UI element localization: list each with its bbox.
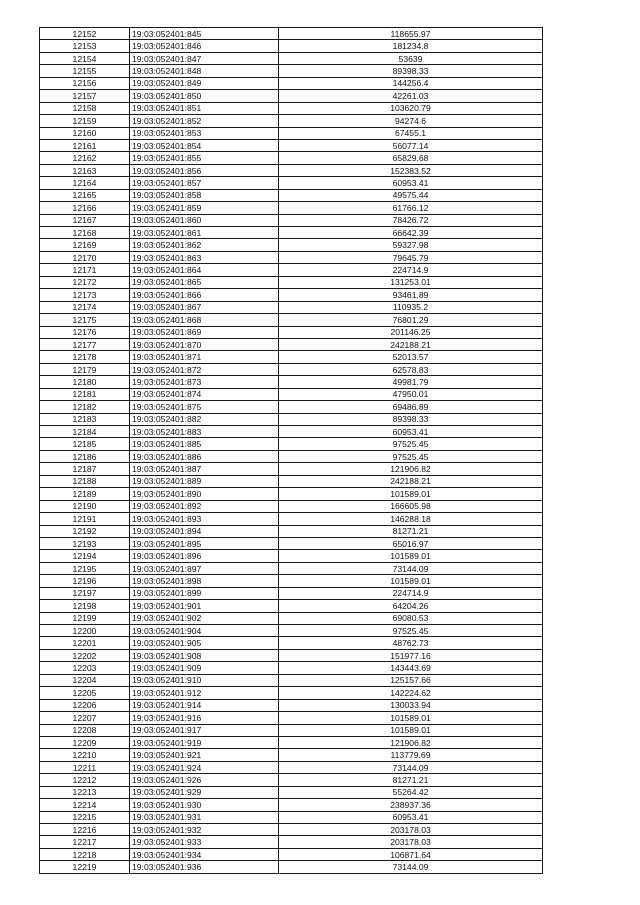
value-cell: 76801.29	[279, 314, 543, 326]
timestamp-cell: 19:03:052401:847	[130, 52, 279, 64]
table-row	[40, 239, 543, 251]
value-cell: 203178.03	[279, 824, 543, 836]
value-cell: 151977.16	[279, 649, 543, 661]
table-row	[40, 562, 543, 574]
timestamp-cell: 19:03:052401:859	[130, 202, 279, 214]
value-cell: 48762.73	[279, 637, 543, 649]
value-cell: 62578.83	[279, 363, 543, 375]
timestamp-cell: 19:03:052401:857	[130, 177, 279, 189]
timestamp-cell: 19:03:052401:889	[130, 475, 279, 487]
timestamp-cell: 19:03:052401:861	[130, 227, 279, 239]
value-cell: 97525.45	[279, 625, 543, 637]
timestamp-cell: 19:03:052401:930	[130, 799, 279, 811]
row-id-cell: 12198	[40, 600, 130, 612]
table-row	[40, 575, 543, 587]
timestamp-cell: 19:03:052401:912	[130, 687, 279, 699]
row-id-cell: 12219	[40, 861, 130, 873]
value-cell: 152383.52	[279, 164, 543, 176]
row-id-cell: 12185	[40, 438, 130, 450]
table-row	[40, 463, 543, 475]
row-id-cell: 12187	[40, 463, 130, 475]
table-row	[40, 164, 543, 176]
timestamp-cell: 19:03:052401:897	[130, 562, 279, 574]
row-id-cell: 12215	[40, 811, 130, 823]
table-row	[40, 662, 543, 674]
table-row	[40, 189, 543, 201]
value-cell: 146288.18	[279, 513, 543, 525]
timestamp-cell: 19:03:052401:871	[130, 351, 279, 363]
timestamp-cell: 19:03:052401:853	[130, 127, 279, 139]
value-cell: 181234.8	[279, 40, 543, 52]
table-row	[40, 736, 543, 748]
row-id-cell: 12158	[40, 102, 130, 114]
table-row	[40, 761, 543, 773]
table-row	[40, 139, 543, 151]
row-id-cell: 12164	[40, 177, 130, 189]
timestamp-cell: 19:03:052401:863	[130, 251, 279, 263]
timestamp-cell: 19:03:052401:886	[130, 450, 279, 462]
value-cell: 224714.9	[279, 264, 543, 276]
timestamp-cell: 19:03:052401:845	[130, 28, 279, 40]
row-id-cell: 12180	[40, 376, 130, 388]
row-id-cell: 12188	[40, 475, 130, 487]
row-id-cell: 12191	[40, 513, 130, 525]
row-id-cell: 12192	[40, 525, 130, 537]
value-cell: 125157.66	[279, 674, 543, 686]
value-cell: 101589.01	[279, 550, 543, 562]
timestamp-cell: 19:03:052401:914	[130, 699, 279, 711]
table-row	[40, 77, 543, 89]
value-cell: 60953.41	[279, 426, 543, 438]
table-row	[40, 699, 543, 711]
value-cell: 53639	[279, 52, 543, 64]
table-row	[40, 674, 543, 686]
row-id-cell: 12181	[40, 388, 130, 400]
row-id-cell: 12177	[40, 338, 130, 350]
table-row	[40, 40, 543, 52]
timestamp-cell: 19:03:052401:901	[130, 600, 279, 612]
value-cell: 238937.36	[279, 799, 543, 811]
timestamp-cell: 19:03:052401:870	[130, 338, 279, 350]
row-id-cell: 12178	[40, 351, 130, 363]
timestamp-cell: 19:03:052401:924	[130, 761, 279, 773]
timestamp-cell: 19:03:052401:860	[130, 214, 279, 226]
row-id-cell: 12171	[40, 264, 130, 276]
timestamp-cell: 19:03:052401:883	[130, 426, 279, 438]
timestamp-cell: 19:03:052401:862	[130, 239, 279, 251]
timestamp-cell: 19:03:052401:848	[130, 65, 279, 77]
table-row	[40, 177, 543, 189]
table-row	[40, 214, 543, 226]
value-cell: 242188.21	[279, 475, 543, 487]
value-cell: 52013.57	[279, 351, 543, 363]
table-row	[40, 28, 543, 40]
timestamp-cell: 19:03:052401:874	[130, 388, 279, 400]
row-id-cell: 12175	[40, 314, 130, 326]
table-row	[40, 376, 543, 388]
value-cell: 101589.01	[279, 724, 543, 736]
value-cell: 166605.98	[279, 500, 543, 512]
timestamp-cell: 19:03:052401:919	[130, 736, 279, 748]
row-id-cell: 12169	[40, 239, 130, 251]
row-id-cell: 12183	[40, 413, 130, 425]
timestamp-cell: 19:03:052401:931	[130, 811, 279, 823]
table-row	[40, 251, 543, 263]
value-cell: 73144.09	[279, 562, 543, 574]
timestamp-cell: 19:03:052401:858	[130, 189, 279, 201]
table-row	[40, 811, 543, 823]
value-cell: 81271.21	[279, 774, 543, 786]
table-row	[40, 314, 543, 326]
row-id-cell: 12194	[40, 550, 130, 562]
value-cell: 110935.2	[279, 301, 543, 313]
timestamp-cell: 19:03:052401:890	[130, 488, 279, 500]
timestamp-cell: 19:03:052401:933	[130, 836, 279, 848]
timestamp-cell: 19:03:052401:932	[130, 824, 279, 836]
value-cell: 224714.9	[279, 587, 543, 599]
row-id-cell: 12211	[40, 761, 130, 773]
value-cell: 67455.1	[279, 127, 543, 139]
row-id-cell: 12196	[40, 575, 130, 587]
value-cell: 49575.44	[279, 189, 543, 201]
table-row	[40, 724, 543, 736]
document-page	[39, 27, 543, 874]
value-cell: 66642.39	[279, 227, 543, 239]
table-row	[40, 612, 543, 624]
timestamp-cell: 19:03:052401:908	[130, 649, 279, 661]
table-row	[40, 289, 543, 301]
table-row	[40, 227, 543, 239]
row-id-cell: 12162	[40, 152, 130, 164]
value-cell: 97525.45	[279, 450, 543, 462]
timestamp-cell: 19:03:052401:852	[130, 115, 279, 127]
table-row	[40, 264, 543, 276]
table-row	[40, 115, 543, 127]
row-id-cell: 12166	[40, 202, 130, 214]
table-row	[40, 749, 543, 761]
table-row	[40, 687, 543, 699]
row-id-cell: 12174	[40, 301, 130, 313]
row-id-cell: 12202	[40, 649, 130, 661]
table-row	[40, 152, 543, 164]
timestamp-cell: 19:03:052401:899	[130, 587, 279, 599]
timestamp-cell: 19:03:052401:873	[130, 376, 279, 388]
table-row	[40, 488, 543, 500]
table-row	[40, 475, 543, 487]
row-id-cell: 12189	[40, 488, 130, 500]
value-cell: 131253.01	[279, 276, 543, 288]
value-cell: 60953.41	[279, 811, 543, 823]
value-cell: 49981.79	[279, 376, 543, 388]
row-id-cell: 12210	[40, 749, 130, 761]
table-row	[40, 550, 543, 562]
value-cell: 60953.41	[279, 177, 543, 189]
row-id-cell: 12182	[40, 401, 130, 413]
timestamp-cell: 19:03:052401:887	[130, 463, 279, 475]
timestamp-cell: 19:03:052401:855	[130, 152, 279, 164]
table-row	[40, 774, 543, 786]
row-id-cell: 12212	[40, 774, 130, 786]
table-row	[40, 338, 543, 350]
value-cell: 73144.09	[279, 761, 543, 773]
row-id-cell: 12206	[40, 699, 130, 711]
timestamp-cell: 19:03:052401:893	[130, 513, 279, 525]
row-id-cell: 12167	[40, 214, 130, 226]
timestamp-cell: 19:03:052401:892	[130, 500, 279, 512]
timestamp-cell: 19:03:052401:916	[130, 712, 279, 724]
row-id-cell: 12168	[40, 227, 130, 239]
timestamp-cell: 19:03:052401:909	[130, 662, 279, 674]
timestamp-cell: 19:03:052401:864	[130, 264, 279, 276]
table-row	[40, 363, 543, 375]
table-row	[40, 326, 543, 338]
value-cell: 78426.72	[279, 214, 543, 226]
row-id-cell: 12172	[40, 276, 130, 288]
timestamp-cell: 19:03:052401:866	[130, 289, 279, 301]
table-row	[40, 276, 543, 288]
timestamp-cell: 19:03:052401:854	[130, 139, 279, 151]
row-id-cell: 12170	[40, 251, 130, 263]
value-cell: 65016.97	[279, 537, 543, 549]
timestamp-cell: 19:03:052401:872	[130, 363, 279, 375]
timestamp-cell: 19:03:052401:894	[130, 525, 279, 537]
table-row	[40, 799, 543, 811]
value-cell: 203178.03	[279, 836, 543, 848]
value-cell: 89398.33	[279, 413, 543, 425]
table-row	[40, 401, 543, 413]
value-cell: 89398.33	[279, 65, 543, 77]
table-row	[40, 824, 543, 836]
table-row	[40, 450, 543, 462]
value-cell: 65829.68	[279, 152, 543, 164]
timestamp-cell: 19:03:052401:895	[130, 537, 279, 549]
value-cell: 121906.82	[279, 736, 543, 748]
value-cell: 64204.26	[279, 600, 543, 612]
row-id-cell: 12173	[40, 289, 130, 301]
row-id-cell: 12163	[40, 164, 130, 176]
timestamp-cell: 19:03:052401:904	[130, 625, 279, 637]
timestamp-cell: 19:03:052401:851	[130, 102, 279, 114]
table-row	[40, 836, 543, 848]
value-cell: 93461.89	[279, 289, 543, 301]
row-id-cell: 12184	[40, 426, 130, 438]
value-cell: 94274.6	[279, 115, 543, 127]
row-id-cell: 12208	[40, 724, 130, 736]
row-id-cell: 12161	[40, 139, 130, 151]
row-id-cell: 12153	[40, 40, 130, 52]
row-id-cell: 12195	[40, 562, 130, 574]
table-row	[40, 712, 543, 724]
timestamp-cell: 19:03:052401:856	[130, 164, 279, 176]
value-cell: 81271.21	[279, 525, 543, 537]
value-cell: 55264.42	[279, 786, 543, 798]
row-id-cell: 12213	[40, 786, 130, 798]
value-cell: 56077.14	[279, 139, 543, 151]
row-id-cell: 12160	[40, 127, 130, 139]
table-row	[40, 438, 543, 450]
timestamp-cell: 19:03:052401:885	[130, 438, 279, 450]
value-cell: 61766.12	[279, 202, 543, 214]
row-id-cell: 12152	[40, 28, 130, 40]
table-row	[40, 500, 543, 512]
value-cell: 97525.45	[279, 438, 543, 450]
timestamp-cell: 19:03:052401:875	[130, 401, 279, 413]
row-id-cell: 12209	[40, 736, 130, 748]
row-id-cell: 12203	[40, 662, 130, 674]
value-cell: 113779.69	[279, 749, 543, 761]
value-cell: 101589.01	[279, 488, 543, 500]
value-cell: 42261.03	[279, 90, 543, 102]
table-row	[40, 388, 543, 400]
row-id-cell: 12154	[40, 52, 130, 64]
table-row	[40, 102, 543, 114]
timestamp-cell: 19:03:052401:917	[130, 724, 279, 736]
row-id-cell: 12200	[40, 625, 130, 637]
row-id-cell: 12214	[40, 799, 130, 811]
value-cell: 73144.09	[279, 861, 543, 873]
timestamp-cell: 19:03:052401:869	[130, 326, 279, 338]
data-table	[39, 27, 543, 874]
row-id-cell: 12193	[40, 537, 130, 549]
table-row	[40, 786, 543, 798]
table-row	[40, 413, 543, 425]
table-row	[40, 65, 543, 77]
value-cell: 79645.79	[279, 251, 543, 263]
table-row	[40, 848, 543, 860]
timestamp-cell: 19:03:052401:929	[130, 786, 279, 798]
value-cell: 121906.82	[279, 463, 543, 475]
timestamp-cell: 19:03:052401:926	[130, 774, 279, 786]
table-row	[40, 301, 543, 313]
row-id-cell: 12207	[40, 712, 130, 724]
table-row	[40, 649, 543, 661]
timestamp-cell: 19:03:052401:934	[130, 848, 279, 860]
timestamp-cell: 19:03:052401:896	[130, 550, 279, 562]
table-row	[40, 600, 543, 612]
row-id-cell: 12157	[40, 90, 130, 102]
value-cell: 118655.97	[279, 28, 543, 40]
table-row	[40, 537, 543, 549]
value-cell: 47950.01	[279, 388, 543, 400]
timestamp-cell: 19:03:052401:850	[130, 90, 279, 102]
row-id-cell: 12216	[40, 824, 130, 836]
timestamp-cell: 19:03:052401:905	[130, 637, 279, 649]
row-id-cell: 12176	[40, 326, 130, 338]
value-cell: 103620.79	[279, 102, 543, 114]
row-id-cell: 12190	[40, 500, 130, 512]
row-id-cell: 12186	[40, 450, 130, 462]
table-row	[40, 637, 543, 649]
timestamp-cell: 19:03:052401:936	[130, 861, 279, 873]
table-row	[40, 90, 543, 102]
row-id-cell: 12156	[40, 77, 130, 89]
value-cell: 143443.69	[279, 662, 543, 674]
timestamp-cell: 19:03:052401:849	[130, 77, 279, 89]
value-cell: 59327.98	[279, 239, 543, 251]
timestamp-cell: 19:03:052401:867	[130, 301, 279, 313]
row-id-cell: 12155	[40, 65, 130, 77]
row-id-cell: 12205	[40, 687, 130, 699]
row-id-cell: 12165	[40, 189, 130, 201]
value-cell: 101589.01	[279, 575, 543, 587]
timestamp-cell: 19:03:052401:902	[130, 612, 279, 624]
table-row	[40, 127, 543, 139]
row-id-cell: 12179	[40, 363, 130, 375]
table-row	[40, 587, 543, 599]
row-id-cell: 12201	[40, 637, 130, 649]
value-cell: 101589.01	[279, 712, 543, 724]
table-row	[40, 513, 543, 525]
value-cell: 144256.4	[279, 77, 543, 89]
row-id-cell: 12204	[40, 674, 130, 686]
table-row	[40, 861, 543, 873]
table-row	[40, 351, 543, 363]
value-cell: 130033.94	[279, 699, 543, 711]
row-id-cell: 12159	[40, 115, 130, 127]
timestamp-cell: 19:03:052401:882	[130, 413, 279, 425]
row-id-cell: 12199	[40, 612, 130, 624]
timestamp-cell: 19:03:052401:846	[130, 40, 279, 52]
row-id-cell: 12217	[40, 836, 130, 848]
timestamp-cell: 19:03:052401:921	[130, 749, 279, 761]
table-row	[40, 202, 543, 214]
value-cell: 69080.53	[279, 612, 543, 624]
timestamp-cell: 19:03:052401:865	[130, 276, 279, 288]
value-cell: 242188.21	[279, 338, 543, 350]
table-row	[40, 525, 543, 537]
row-id-cell: 12197	[40, 587, 130, 599]
timestamp-cell: 19:03:052401:898	[130, 575, 279, 587]
value-cell: 106871.64	[279, 848, 543, 860]
value-cell: 201146.25	[279, 326, 543, 338]
table-row	[40, 426, 543, 438]
row-id-cell: 12218	[40, 848, 130, 860]
table-row	[40, 625, 543, 637]
table-body	[40, 28, 543, 874]
timestamp-cell: 19:03:052401:868	[130, 314, 279, 326]
value-cell: 69486.89	[279, 401, 543, 413]
value-cell: 142224.62	[279, 687, 543, 699]
timestamp-cell: 19:03:052401:910	[130, 674, 279, 686]
table-row	[40, 52, 543, 64]
